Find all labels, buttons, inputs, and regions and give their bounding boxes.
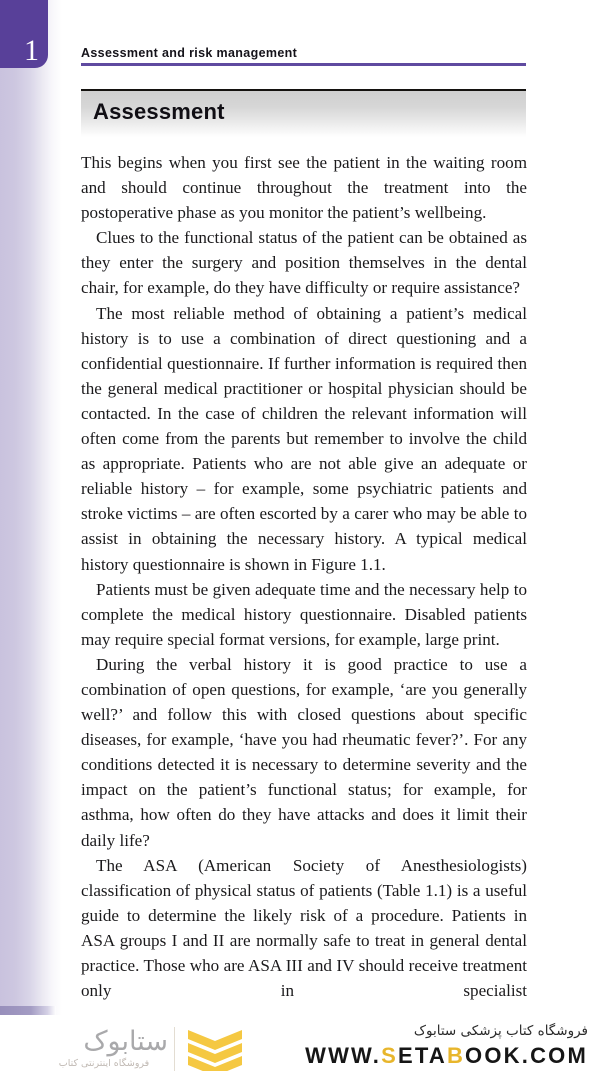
section-heading: Assessment — [93, 99, 225, 124]
section-heading-band — [81, 89, 526, 137]
footer-logo — [28, 1023, 243, 1075]
url-letter-b: B — [446, 1043, 466, 1068]
url-letter-s: S — [381, 1043, 398, 1068]
chapter-number-tab — [0, 0, 48, 68]
footer-branding — [258, 1021, 588, 1069]
logo-subtitle: فروشگاه اینترنتی کتاب — [58, 1058, 150, 1069]
paragraph: During the verbal history it is good practice to use a combination of open questions, for example, ‘are you generally well?’ and follow this with closed questions about specific diseases, for example, ‘have you had rheumatic fever?’. For any conditions detected it is necessary to determine severity and the impact on the patient’s functional status; for example, for asthma, how often do they have attacks and does it limit their daily life? — [81, 654, 527, 850]
logo-divider — [174, 1027, 175, 1071]
page-edge-shadow — [0, 1006, 56, 1015]
url-part-2: ETA — [397, 1043, 447, 1068]
chevron-logo-icon — [186, 1029, 244, 1071]
url-part-1: WWW. — [305, 1043, 382, 1068]
url-part-3: OOK.COM — [465, 1043, 588, 1068]
running-head-rule — [81, 63, 526, 66]
paragraph: Clues to the functional status of the patient can be obtained as they enter the surgery and position themselves in the dental chair, for example, do they have difficulty or require assistance? — [81, 228, 527, 298]
paragraph: The most reliable method of obtaining a patient’s medical history is to use a combination of direct questioning and a confidential questionnaire. If further information is required then the general medical practitioner or hospital physician should be contacted. In the case of children the relevant information will often come from the parents but remember to involve the child as appropriate. Patients who are not able give an adequate or reliable history – for example, some psychiatric patients and stroke victims – are often escorted by a carer who may be able to assist in obtaining the necessary history. A typical medical history questionnaire is shown in Figure 1.1. — [81, 303, 527, 574]
paragraph: The ASA (American Society of Anesthesiologists) classification of physical status of patients (Table 1.1) is a useful guide to determine the likely risk of a procedure. Patients in ASA groups I and II are normally safe to treat in general dental practice. Those who are ASA III and IV should receive treatment only in specialist — [81, 855, 527, 1001]
logo-wordmark: ستابوک — [83, 1026, 168, 1057]
footer-url — [258, 1043, 588, 1069]
paragraph: Patients must be given adequate time and the necessary help to complete the medical history questionnaire. Disabled patients may require special format versions, for example, large print. — [81, 579, 527, 649]
footer-tagline: فروشگاه کتاب پزشکی ستابوک — [413, 1023, 588, 1039]
watermark-footer — [0, 1015, 600, 1080]
running-head — [81, 46, 526, 66]
page-edge-gradient — [0, 0, 62, 1015]
body-text — [81, 150, 527, 1015]
chapter-number: 1 — [24, 34, 39, 67]
paragraph: This begins when you first see the patient in the waiting room and should continue throughout the treatment into the postoperative phase as you monitor the patient’s wellbeing. — [81, 153, 527, 223]
running-head-title: Assessment and risk management — [81, 46, 298, 60]
